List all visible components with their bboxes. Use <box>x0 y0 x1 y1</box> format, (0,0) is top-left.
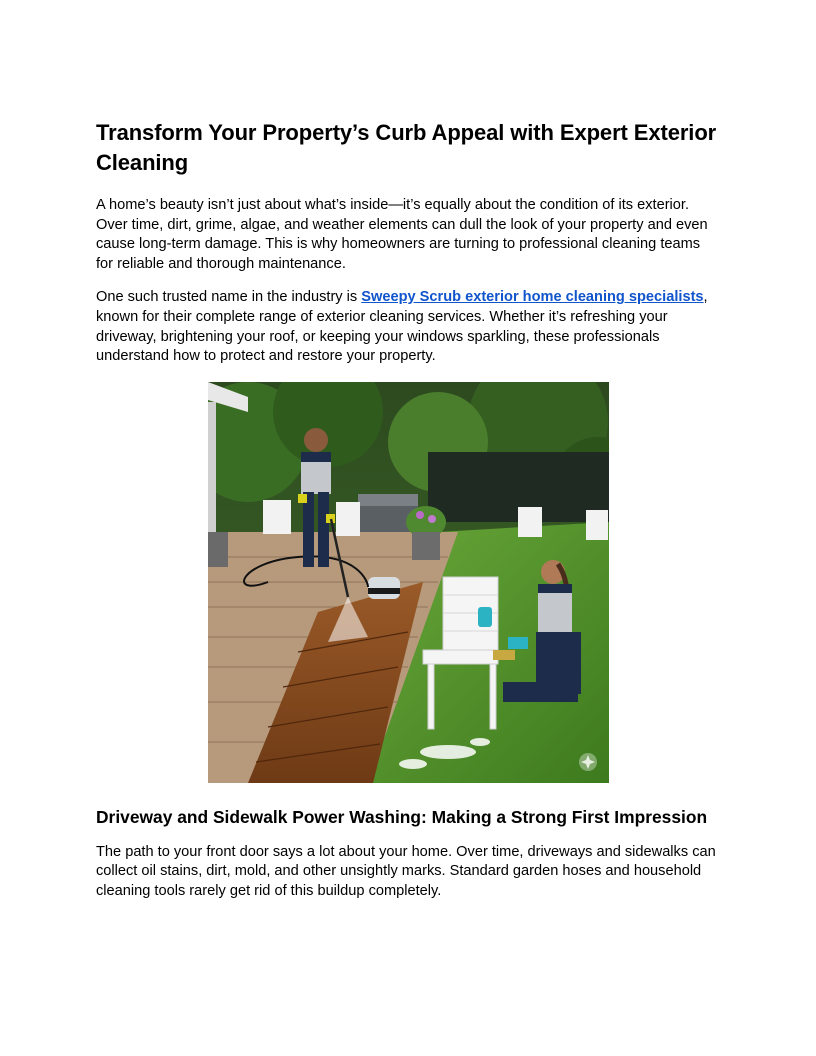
paragraph-text-after-link: , known for their complete range of exterior cleaning services. Whether it’s refreshing your driveway, brightening your roof, or keeping your windows sparkling, these professionals understand how to protect and restore your property. <box>96 289 708 365</box>
cleaning-photo <box>208 382 609 783</box>
sweepy-scrub-link[interactable]: Sweepy Scrub exterior home cleaning specialists <box>361 289 704 306</box>
intro-paragraph: A home’s beauty isn’t just about what’s inside—it’s equally about the condition of its exterior. Over time, dirt, grime, algae, and weather elements can dull the look of your property and even cause long-term damage. This is why homeowners are turning to professional cleaning teams for reliable and thorough maintenance. <box>96 197 708 272</box>
document-page <box>96 118 720 916</box>
paragraph-text-before-link: One such trusted name in the industry is <box>96 289 362 306</box>
second-paragraph <box>96 288 720 366</box>
section-paragraph: The path to your front door says a lot about your home. Over time, driveways and sidewalks can collect oil stains, dirt, mold, and other unsightly marks. Standard garden hoses and household cleaning tools rarely get rid of this buildup completely. <box>96 843 716 899</box>
article-title: Transform Your Property’s Curb Appeal with Expert Exterior Cleaning <box>96 120 717 175</box>
section-heading: Driveway and Sidewalk Power Washing: Making a Strong First Impression <box>96 806 708 827</box>
ai-sparkle-icon <box>579 753 597 771</box>
cleaning-photo-illustration <box>208 382 609 783</box>
